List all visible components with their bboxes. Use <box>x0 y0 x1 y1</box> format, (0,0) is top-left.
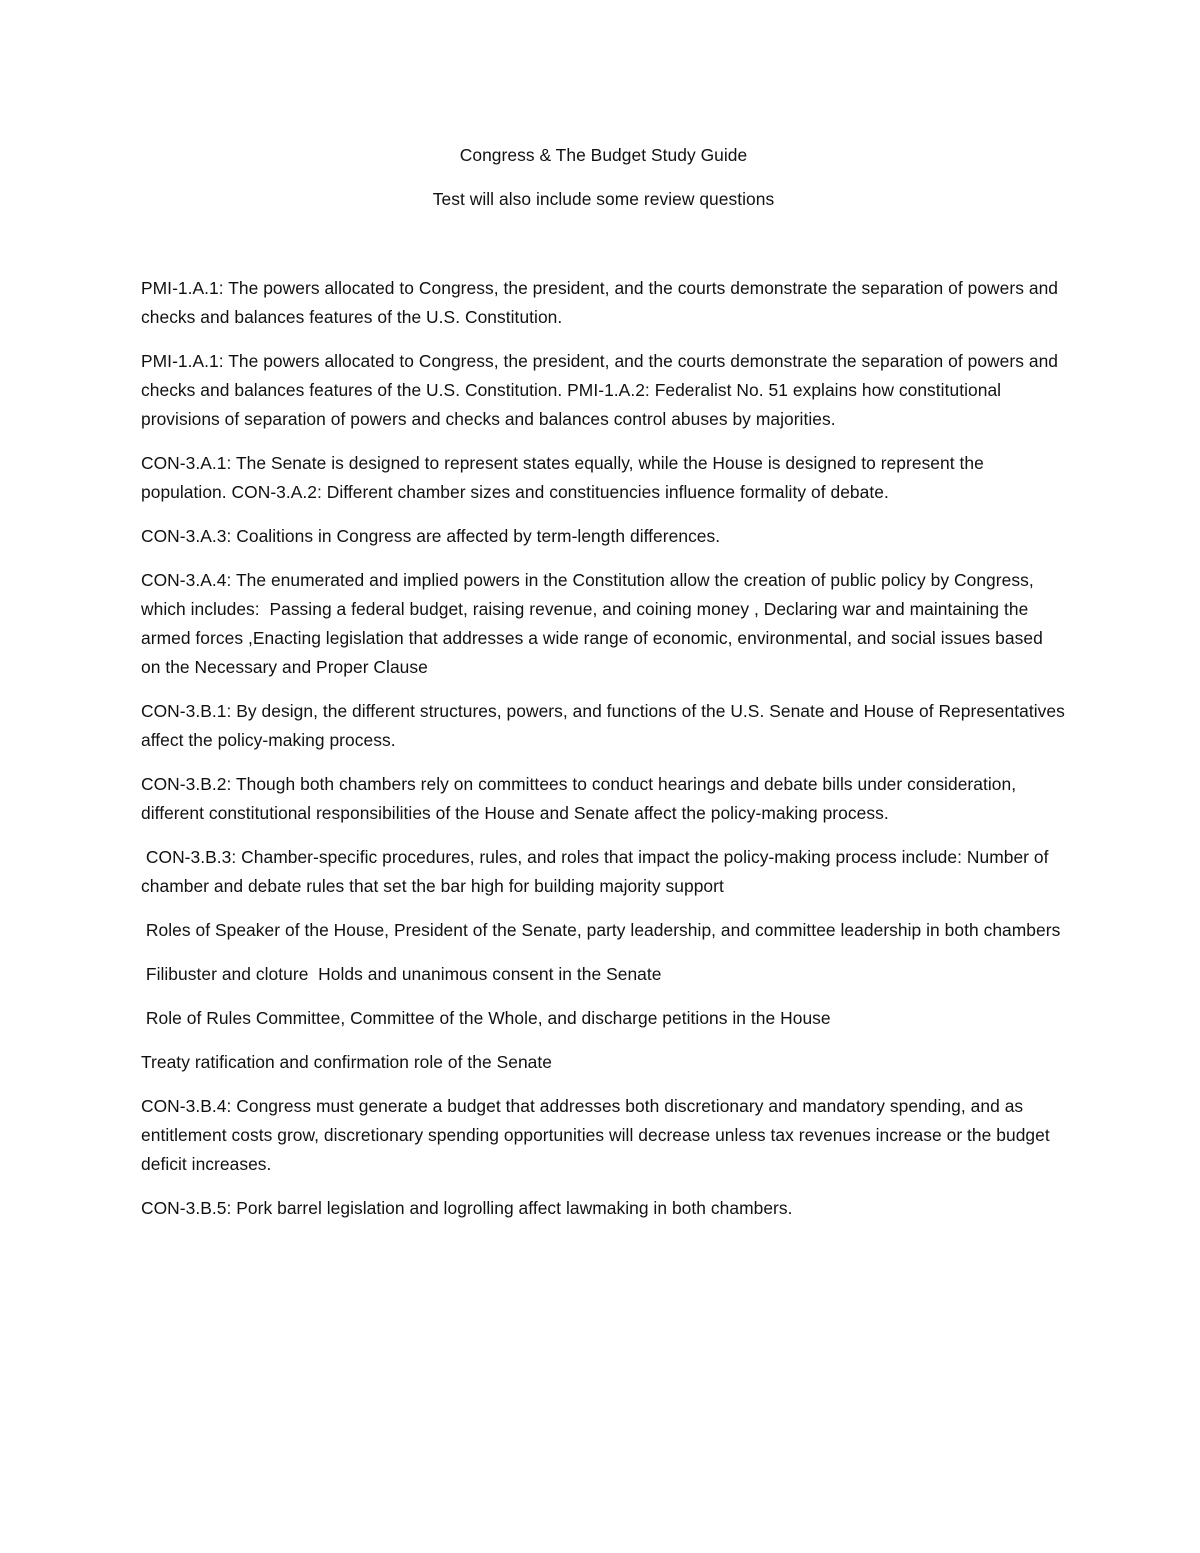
document-title: Congress & The Budget Study Guide <box>459 145 748 165</box>
paragraph-con-3b3: CON-3.B.3: Chamber-specific procedures, rules, and roles that impact the policy-making process include: Number of chamber and debate rules that set the bar high for building majority support <box>141 847 1054 896</box>
paragraph-con-3a4: CON-3.A.4: The enumerated and implied powers in the Constitution allow the creation of public policy by Congress, which includes: Passing a federal budget, raising revenue, and coining money , Declaring war and maintaining the armed forces ,Enacting legislation that addresses a wide range of economic, environmental, and social issues based on the Necessary and Proper Clause <box>141 570 1048 677</box>
paragraph-pmi-1a1: PMI-1.A.1: The powers allocated to Congress, the president, and the courts demonstrate the separation of powers and checks and balances features of the U.S. Constitution. <box>141 278 1063 327</box>
paragraph-rules-committee: Role of Rules Committee, Committee of the Whole, and discharge petitions in the House <box>141 1008 831 1028</box>
paragraph-con-3a1-3a2: CON-3.A.1: The Senate is designed to represent states equally, while the House is designed to represent the population. CON-3.A.2: Different chamber sizes and constituencies influence formality of debate. <box>141 453 989 502</box>
document-subtitle: Test will also include some review questions <box>432 189 775 209</box>
paragraph-filibuster: Filibuster and cloture Holds and unanimous consent in the Senate <box>141 964 662 984</box>
paragraph-con-3b5: CON-3.B.5: Pork barrel legislation and logrolling affect lawmaking in both chambers. <box>141 1198 793 1218</box>
paragraph-treaty-ratification: Treaty ratification and confirmation role of the Senate <box>141 1052 553 1072</box>
document-body <box>141 141 1070 1238</box>
section-gap <box>141 214 1066 274</box>
paragraph-roles-of-speaker: Roles of Speaker of the House, President of the Senate, party leadership, and committee leadership in both chambers <box>141 920 1061 940</box>
paragraph-con-3b1: CON-3.B.1: By design, the different structures, powers, and functions of the U.S. Senate and House of Representatives affect the policy-making process. <box>141 701 1070 750</box>
paragraph-con-3b4: CON-3.B.4: Congress must generate a budget that addresses both discretionary and mandatory spending, and as entitlement costs grow, discretionary spending opportunities will decrease unless tax revenues increase or the budget deficit increases. <box>141 1096 1055 1174</box>
paragraph-con-3a3: CON-3.A.3: Coalitions in Congress are affected by term-length differences. <box>141 526 721 546</box>
paragraph-pmi-1a1-1a2: PMI-1.A.1: The powers allocated to Congress, the president, and the courts demonstrate the separation of powers and checks and balances features of the U.S. Constitution. PMI-1.A.2: Federalist No. 51 explains how constitutional provisions of separation of powers and checks and balances control abuses by majorities. <box>141 351 1063 429</box>
paragraph-con-3b2: CON-3.B.2: Though both chambers rely on committees to conduct hearings and debate bills under consideration, different constitutional responsibilities of the House and Senate affect the policy-making process. <box>141 774 1021 823</box>
